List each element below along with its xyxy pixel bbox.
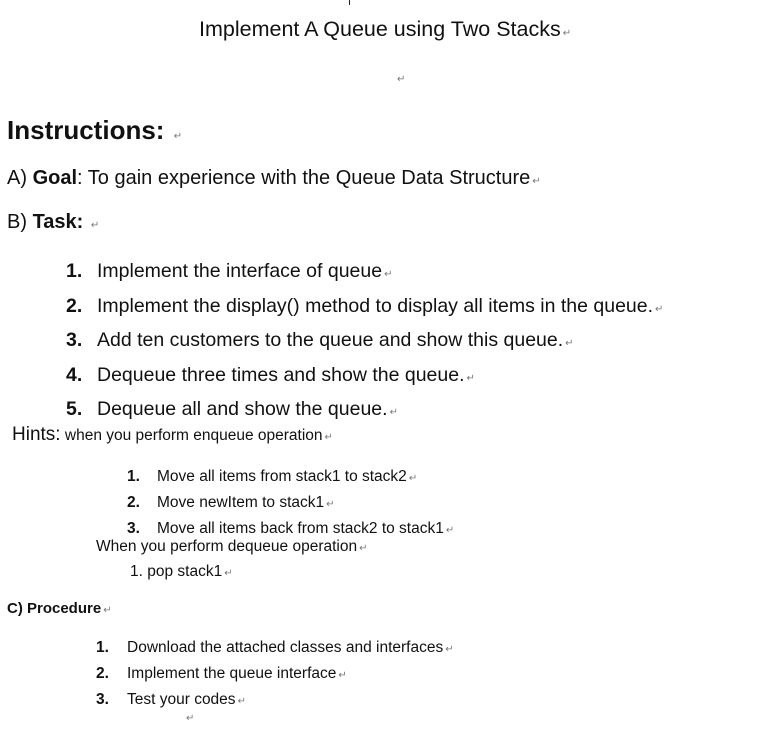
goal-line: A) Goal: To gain experience with the Queue Data Structure ↵ [7,167,541,189]
paragraph-mark-icon: ↵ [389,407,398,418]
paragraph-mark-icon: ↵ [326,499,335,510]
list-item: 2. Implement the queue interface ↵ [96,665,347,682]
paragraph-mark-icon: ↵ [565,338,574,349]
paragraph-mark-icon: ↵ [655,303,664,315]
list-item: 5. Dequeue all and show the queue. ↵ [66,398,398,420]
paragraph-mark-icon: ↵ [237,696,246,707]
goal-label: Goal [32,167,78,189]
paragraph-mark-icon: ↵ [408,473,418,484]
list-item: 4. Dequeue three times and show the queue. ↵ [66,363,475,386]
page-title: Implement A Queue using Two Stacks ↵ [199,17,572,41]
paragraph-mark-icon: ↵ [532,176,541,187]
list-item: 1. Move all items from stack1 to stack2 ↵ [127,468,418,485]
task-list [66,256,663,429]
list-item: 2. Implement the display() method to display all items in the queue. ↵ [66,294,664,317]
hints-line: Hints: when you perform enqueue operation ↵ [12,424,333,445]
paragraph-mark-icon: ↵ [224,568,233,579]
paragraph-mark-icon: ↵ [359,543,368,554]
paragraph-mark-icon: ↵ [324,432,333,443]
list-item: 3. Move all items back from stack2 to stack1 ↵ [127,520,455,537]
dequeue-intro: When you perform dequeue operation ↵ [96,538,368,555]
paragraph-mark-icon: ↵ [397,74,406,85]
paragraph-mark-icon: ↵ [445,525,455,536]
task-label: Task: [32,211,84,233]
list-item: 1. Download the attached classes and interfaces ↵ [96,639,454,656]
paragraph-mark-icon: ↵ [338,670,347,681]
text-cursor [349,0,350,5]
paragraph-mark-icon: ↵ [103,605,112,616]
paragraph-mark-icon: ↵ [466,372,475,384]
list-item: 1. Implement the interface of queue ↵ [66,260,393,282]
paragraph-mark-icon: ↵ [445,644,454,655]
paragraph-mark-icon: ↵ [90,220,100,231]
hints-label: Hints: [12,424,61,445]
enqueue-steps [127,465,454,543]
dequeue-step: 1. pop stack1 ↵ [130,563,233,580]
procedure-heading: C) Procedure ↵ [7,600,112,617]
procedure-list [96,636,454,714]
list-item: 3. Test your codes ↵ [96,691,246,708]
paragraph-mark-icon: ↵ [186,713,195,724]
paragraph-mark-icon: ↵ [173,131,183,142]
paragraph-mark-icon: ↵ [562,28,572,39]
list-item: 2. Move newItem to stack1 ↵ [127,494,335,511]
task-line: B) Task: ↵ [7,211,100,233]
instructions-heading: Instructions: ↵ [7,115,183,145]
list-item: 3. Add ten customers to the queue and show this queue. ↵ [66,329,574,351]
paragraph-mark-icon: ↵ [384,269,393,280]
